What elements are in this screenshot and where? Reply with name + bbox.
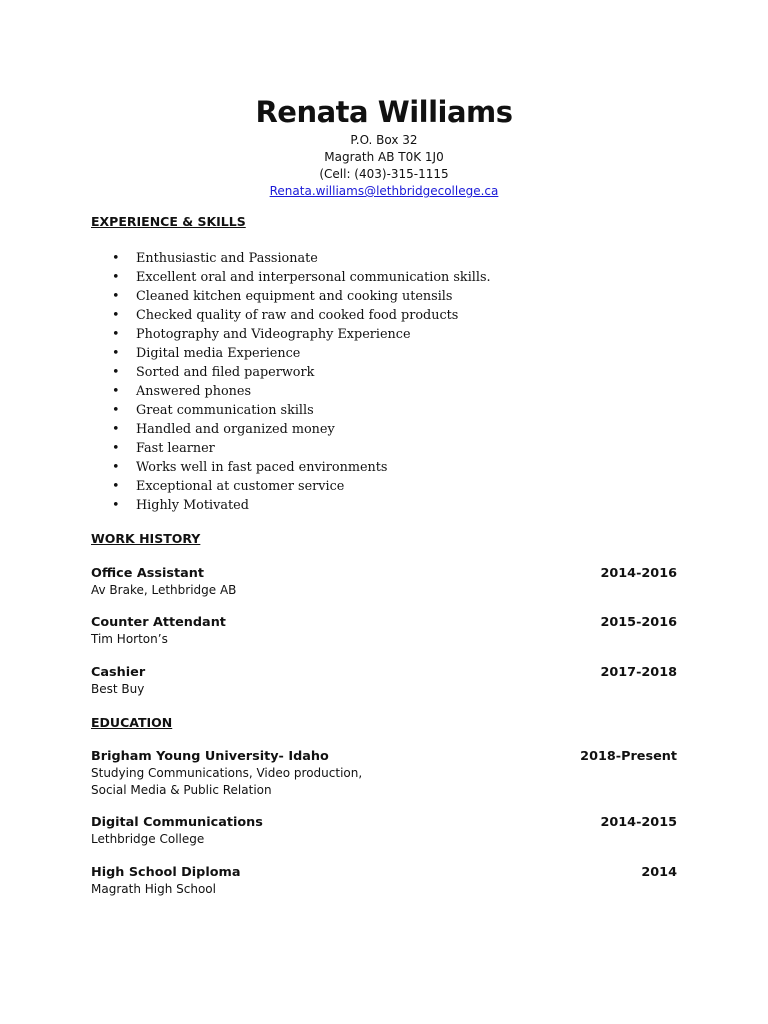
work-history-heading: WORK HISTORY xyxy=(91,531,201,546)
bullet-icon: • xyxy=(112,251,120,266)
skill-text: Digital media Experience xyxy=(136,346,301,361)
school-name: High School Diploma xyxy=(91,865,241,880)
bullet-icon: • xyxy=(112,422,120,437)
bullet-icon: • xyxy=(112,327,120,342)
bullet-icon: • xyxy=(112,308,120,323)
list-item xyxy=(112,401,491,420)
skill-text: Works well in fast paced environments xyxy=(136,460,388,475)
skill-text: Checked quality of raw and cooked food products xyxy=(136,308,459,323)
list-item xyxy=(112,268,491,287)
list-item xyxy=(112,420,491,439)
skill-text: Exceptional at customer service xyxy=(136,479,345,494)
skill-text: Fast learner xyxy=(136,441,215,456)
skill-text: Highly Motivated xyxy=(136,498,249,513)
job-employer: Tim Horton’s xyxy=(91,632,168,646)
job-entry xyxy=(91,664,677,698)
education-detail: Magrath High School xyxy=(91,882,216,896)
skill-text: Excellent oral and interpersonal communication skills. xyxy=(136,270,491,285)
list-item xyxy=(112,382,491,401)
job-title: Counter Attendant xyxy=(91,615,226,630)
job-employer: Best Buy xyxy=(91,682,145,696)
list-item xyxy=(112,344,491,363)
list-item xyxy=(112,496,491,515)
bullet-icon: • xyxy=(112,498,120,513)
list-item xyxy=(112,363,491,382)
job-title: Cashier xyxy=(91,665,146,680)
phone-number: (Cell: (403)-315-1115 xyxy=(319,167,449,181)
education-heading: EDUCATION xyxy=(91,715,173,730)
skill-text: Handled and organized money xyxy=(136,422,335,437)
bullet-icon: • xyxy=(112,384,120,399)
skill-text: Great communication skills xyxy=(136,403,314,418)
list-item xyxy=(112,325,491,344)
resume-header xyxy=(0,92,768,200)
po-box: P.O. Box 32 xyxy=(350,133,418,147)
school-name: Digital Communications xyxy=(91,815,263,830)
skill-text: Answered phones xyxy=(136,384,252,399)
education-entry xyxy=(91,748,677,798)
job-title: Office Assistant xyxy=(91,566,204,581)
education-entry xyxy=(91,864,677,898)
school-name: Brigham Young University- Idaho xyxy=(91,749,329,764)
education-entry xyxy=(91,814,677,848)
bullet-icon: • xyxy=(112,270,120,285)
job-dates: 2017-2018 xyxy=(600,665,677,680)
list-item xyxy=(112,458,491,477)
skill-text: Enthusiastic and Passionate xyxy=(136,251,318,266)
bullet-icon: • xyxy=(112,346,120,361)
skills-list xyxy=(112,249,491,515)
job-entry xyxy=(91,565,677,599)
list-item xyxy=(112,306,491,325)
job-dates: 2015-2016 xyxy=(600,615,677,630)
experience-heading: EXPERIENCE & SKILLS xyxy=(91,214,246,229)
education-dates: 2014 xyxy=(641,865,677,880)
skill-text: Sorted and filed paperwork xyxy=(136,365,315,380)
job-employer: Av Brake, Lethbridge AB xyxy=(91,583,237,597)
education-detail: Lethbridge College xyxy=(91,832,205,846)
list-item xyxy=(112,477,491,496)
education-detail: Studying Communications, Video production, xyxy=(91,766,363,780)
list-item xyxy=(112,439,491,458)
applicant-name: Renata Williams xyxy=(255,95,513,129)
email-link[interactable]: Renata.williams@lethbridgecollege.ca xyxy=(269,184,499,198)
list-item xyxy=(112,287,491,306)
bullet-icon: • xyxy=(112,479,120,494)
education-dates: 2018-Present xyxy=(580,749,677,764)
job-dates: 2014-2016 xyxy=(600,566,677,581)
bullet-icon: • xyxy=(112,460,120,475)
education-detail: Social Media & Public Relation xyxy=(91,782,272,797)
education-dates: 2014-2015 xyxy=(600,815,677,830)
city-postal: Magrath AB T0K 1J0 xyxy=(324,150,444,164)
bullet-icon: • xyxy=(112,365,120,380)
bullet-icon: • xyxy=(112,441,120,456)
bullet-icon: • xyxy=(112,289,120,304)
skill-text: Cleaned kitchen equipment and cooking utensils xyxy=(136,289,453,304)
skill-text: Photography and Videography Experience xyxy=(136,327,411,342)
job-entry xyxy=(91,614,677,648)
bullet-icon: • xyxy=(112,403,120,418)
list-item xyxy=(112,249,491,268)
